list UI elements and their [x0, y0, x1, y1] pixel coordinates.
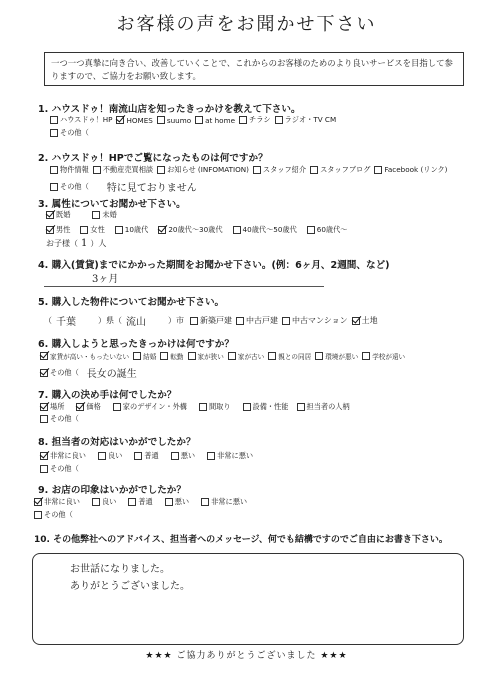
- q6-option[interactable]: 家が古い: [228, 351, 264, 361]
- q2-option[interactable]: 物件情報: [50, 165, 89, 175]
- q6-option[interactable]: 家賃が高い・もったいない: [40, 351, 129, 361]
- checkbox-icon[interactable]: [157, 116, 165, 124]
- q9-options: [34, 497, 251, 507]
- checkbox-icon[interactable]: [50, 116, 58, 124]
- q7-option[interactable]: 家のデザイン・外構: [113, 402, 187, 412]
- checkbox-icon[interactable]: [40, 465, 48, 473]
- checkbox-icon[interactable]: [233, 226, 241, 234]
- checkbox-icon[interactable]: [268, 352, 276, 360]
- checkbox-icon[interactable]: [239, 116, 247, 124]
- checkbox-icon[interactable]: [115, 226, 123, 234]
- checkbox-icon[interactable]: [253, 166, 261, 174]
- q8-option[interactable]: 良い: [98, 451, 122, 461]
- q2-label: 2. ハウスドゥ！HPでご覧になったものは何ですか？: [38, 153, 268, 164]
- q2-options: [50, 165, 451, 175]
- q3-children: お子様（ 1 ）人: [46, 238, 107, 249]
- checkbox-icon[interactable]: [98, 452, 106, 460]
- q6-option[interactable]: 親との同居: [268, 351, 311, 361]
- checkbox-checked-icon[interactable]: [34, 498, 42, 506]
- checkbox-checked-icon[interactable]: [352, 317, 360, 325]
- q5-option[interactable]: 土地: [352, 315, 378, 326]
- checkbox-icon[interactable]: [228, 352, 236, 360]
- q9-option[interactable]: 良い: [92, 497, 116, 507]
- checkbox-icon[interactable]: [275, 116, 283, 124]
- q8-option[interactable]: 非常に悪い: [207, 451, 253, 461]
- q1-option[interactable]: チラシ: [239, 115, 271, 125]
- q1-option[interactable]: suumo: [157, 116, 191, 125]
- q6-option[interactable]: 転勤: [160, 351, 183, 361]
- checkbox-icon[interactable]: [165, 498, 173, 506]
- checkbox-icon[interactable]: [93, 166, 101, 174]
- checkbox-checked-icon[interactable]: [76, 403, 84, 411]
- q4-answer-line: [44, 286, 324, 287]
- checkbox-icon[interactable]: [297, 403, 305, 411]
- q8-other[interactable]: その他（: [40, 464, 79, 474]
- q1-options: [50, 115, 340, 125]
- checkbox-checked-icon[interactable]: [40, 369, 48, 377]
- checkbox-icon[interactable]: [188, 352, 196, 360]
- q1-option[interactable]: HOMES: [116, 116, 152, 125]
- q3-option[interactable]: 女性: [80, 225, 104, 235]
- q2-handwritten-answer: 特に見ておりません: [106, 183, 197, 194]
- q2-option[interactable]: スタッフブログ: [310, 165, 370, 175]
- checkbox-checked-icon[interactable]: [116, 116, 124, 124]
- q4-handwritten-answer[interactable]: 3ヶ月: [92, 274, 119, 285]
- checkbox-checked-icon[interactable]: [40, 352, 48, 360]
- q9-other[interactable]: その他（: [34, 510, 73, 520]
- q5-option[interactable]: 中古戸建: [236, 315, 278, 326]
- q10-line-2: ありがとうございました。: [70, 581, 190, 592]
- q4-label: 4. 購入(賃貸)までにかかった期間をお聞かせ下さい。(例：6ヶ月、2週間、など): [38, 260, 390, 271]
- q3-children-count[interactable]: 1: [81, 238, 88, 249]
- checkbox-icon[interactable]: [315, 352, 323, 360]
- q3-option[interactable]: 20歳代〜30歳代: [158, 225, 222, 235]
- checkbox-icon[interactable]: [207, 452, 215, 460]
- q6-option[interactable]: 結婚: [133, 351, 156, 361]
- q3-option[interactable]: 40歳代〜50歳代: [233, 225, 297, 235]
- checkbox-checked-icon[interactable]: [40, 452, 48, 460]
- q2-other[interactable]: その他（ 特に見ておりません: [50, 179, 197, 194]
- q6-options: [40, 351, 409, 361]
- q3-option[interactable]: 60歳代〜: [307, 225, 348, 235]
- q3-marital: [46, 210, 121, 220]
- checkbox-icon[interactable]: [128, 498, 136, 506]
- checkbox-icon[interactable]: [362, 352, 370, 360]
- q9-option[interactable]: 非常に悪い: [201, 497, 247, 507]
- q6-handwritten-answer: 長女の誕生: [86, 369, 137, 380]
- q7-label: 7. 購入の決め手は何でしたか？: [38, 390, 177, 401]
- checkbox-icon[interactable]: [34, 511, 42, 519]
- checkbox-icon[interactable]: [92, 211, 100, 219]
- checkbox-icon[interactable]: [133, 352, 141, 360]
- q9-option[interactable]: 普通: [128, 497, 152, 507]
- q7-option[interactable]: 間取り: [199, 402, 231, 412]
- checkbox-icon[interactable]: [199, 403, 207, 411]
- q1-option[interactable]: ラジオ・TV CM: [275, 115, 337, 125]
- checkbox-icon[interactable]: [50, 183, 58, 191]
- q8-option[interactable]: 普通: [134, 451, 158, 461]
- thanks-footer: ★★★ ご協力ありがとうございました ★★★: [145, 651, 348, 661]
- q10-line-1: お世話になりました。: [70, 564, 170, 575]
- q6-other[interactable]: その他（ 長女の誕生: [40, 365, 137, 380]
- q8-label: 8. 担当者の対応はいかがでしたか？: [38, 437, 196, 448]
- checkbox-icon[interactable]: [50, 166, 58, 174]
- checkbox-icon[interactable]: [80, 226, 88, 234]
- q7-option[interactable]: 設備・性能: [243, 402, 289, 412]
- q5-city[interactable]: 流山: [126, 317, 146, 328]
- checkbox-icon[interactable]: [134, 452, 142, 460]
- q3-option[interactable]: 10歳代: [115, 225, 149, 235]
- checkbox-icon[interactable]: [113, 403, 121, 411]
- q2-option[interactable]: スタッフ紹介: [253, 165, 306, 175]
- q2-option[interactable]: お知らせ (INFOMATION): [157, 165, 249, 175]
- checkbox-icon[interactable]: [40, 415, 48, 423]
- q1-label: 1. ハウスドゥ！南流山店を知ったきっかけを教えて下さい。: [38, 104, 301, 115]
- intro-text: 一つ一つ真摯に向き合い、改善していくことで、これからのお客様のためのより良いサービスを目指して参りますので、ご協力をお願い致します。: [44, 52, 464, 86]
- checkbox-icon[interactable]: [171, 452, 179, 460]
- q3-label: 3. 属性についてお聞かせ下さい。: [38, 199, 186, 210]
- q2-option[interactable]: Facebook (リンク): [374, 165, 447, 175]
- checkbox-icon[interactable]: [236, 317, 244, 325]
- q8-option[interactable]: 非常に良い: [40, 451, 86, 461]
- checkbox-checked-icon[interactable]: [158, 226, 166, 234]
- checkbox-icon[interactable]: [243, 403, 251, 411]
- checkbox-icon[interactable]: [190, 317, 198, 325]
- q6-option[interactable]: 家が狭い: [188, 351, 224, 361]
- q1-other[interactable]: その他（: [50, 128, 89, 138]
- q1-option[interactable]: ハウスドゥ！HP: [50, 115, 112, 125]
- checkbox-checked-icon[interactable]: [46, 226, 54, 234]
- checkbox-icon[interactable]: [307, 226, 315, 234]
- q3-option[interactable]: 既婚: [46, 210, 70, 220]
- checkbox-icon[interactable]: [282, 317, 290, 325]
- checkbox-icon[interactable]: [50, 129, 58, 137]
- checkbox-icon[interactable]: [374, 166, 382, 174]
- q8-option[interactable]: 悪い: [171, 451, 195, 461]
- q9-option[interactable]: 非常に良い: [34, 497, 80, 507]
- q3-gender-age: [46, 225, 352, 235]
- checkbox-icon[interactable]: [310, 166, 318, 174]
- checkbox-icon[interactable]: [201, 498, 209, 506]
- q5-location: （ 千葉 ）県（ 流山 ）市 新築戸建 中古戸建 中古マンション 土地: [44, 313, 382, 328]
- q7-option[interactable]: 場所: [40, 402, 64, 412]
- q8-options: [40, 451, 257, 461]
- q6-option[interactable]: 学校が遠い: [362, 351, 405, 361]
- q7-other[interactable]: その他（: [40, 414, 79, 424]
- checkbox-checked-icon[interactable]: [46, 211, 54, 219]
- q7-options: [40, 402, 354, 412]
- q7-option[interactable]: 価格: [76, 402, 100, 412]
- q9-option[interactable]: 悪い: [165, 497, 189, 507]
- q9-label: 9. お店の印象はいかがでしたか？: [38, 485, 186, 496]
- q5-option[interactable]: 中古マンション: [282, 315, 348, 326]
- q5-prefecture[interactable]: 千葉: [56, 317, 76, 328]
- q2-option[interactable]: 不動産売買相談: [93, 165, 153, 175]
- q6-label: 6. 購入しようと思ったきっかけは何ですか？: [38, 339, 234, 350]
- q5-option[interactable]: 新築戸建: [190, 315, 232, 326]
- checkbox-icon[interactable]: [195, 116, 203, 124]
- q3-option[interactable]: 未婚: [92, 210, 116, 220]
- checkbox-icon[interactable]: [160, 352, 168, 360]
- q3-option[interactable]: 男性: [46, 225, 70, 235]
- page-title: お客様の声をお聞かせ下さい: [116, 14, 377, 35]
- checkbox-icon[interactable]: [92, 498, 100, 506]
- q6-option[interactable]: 環境が悪い: [315, 351, 358, 361]
- q1-option[interactable]: at home: [195, 116, 235, 125]
- checkbox-checked-icon[interactable]: [40, 403, 48, 411]
- q5-label: 5. 購入した物件についてお聞かせ下さい。: [38, 297, 225, 308]
- checkbox-icon[interactable]: [157, 166, 165, 174]
- q7-option[interactable]: 担当者の人柄: [297, 402, 350, 412]
- q10-label: 10. その他弊社へのアドバイス、担当者へのメッセージ、何でも結構ですのでご自由にお書き下さい。: [34, 535, 448, 545]
